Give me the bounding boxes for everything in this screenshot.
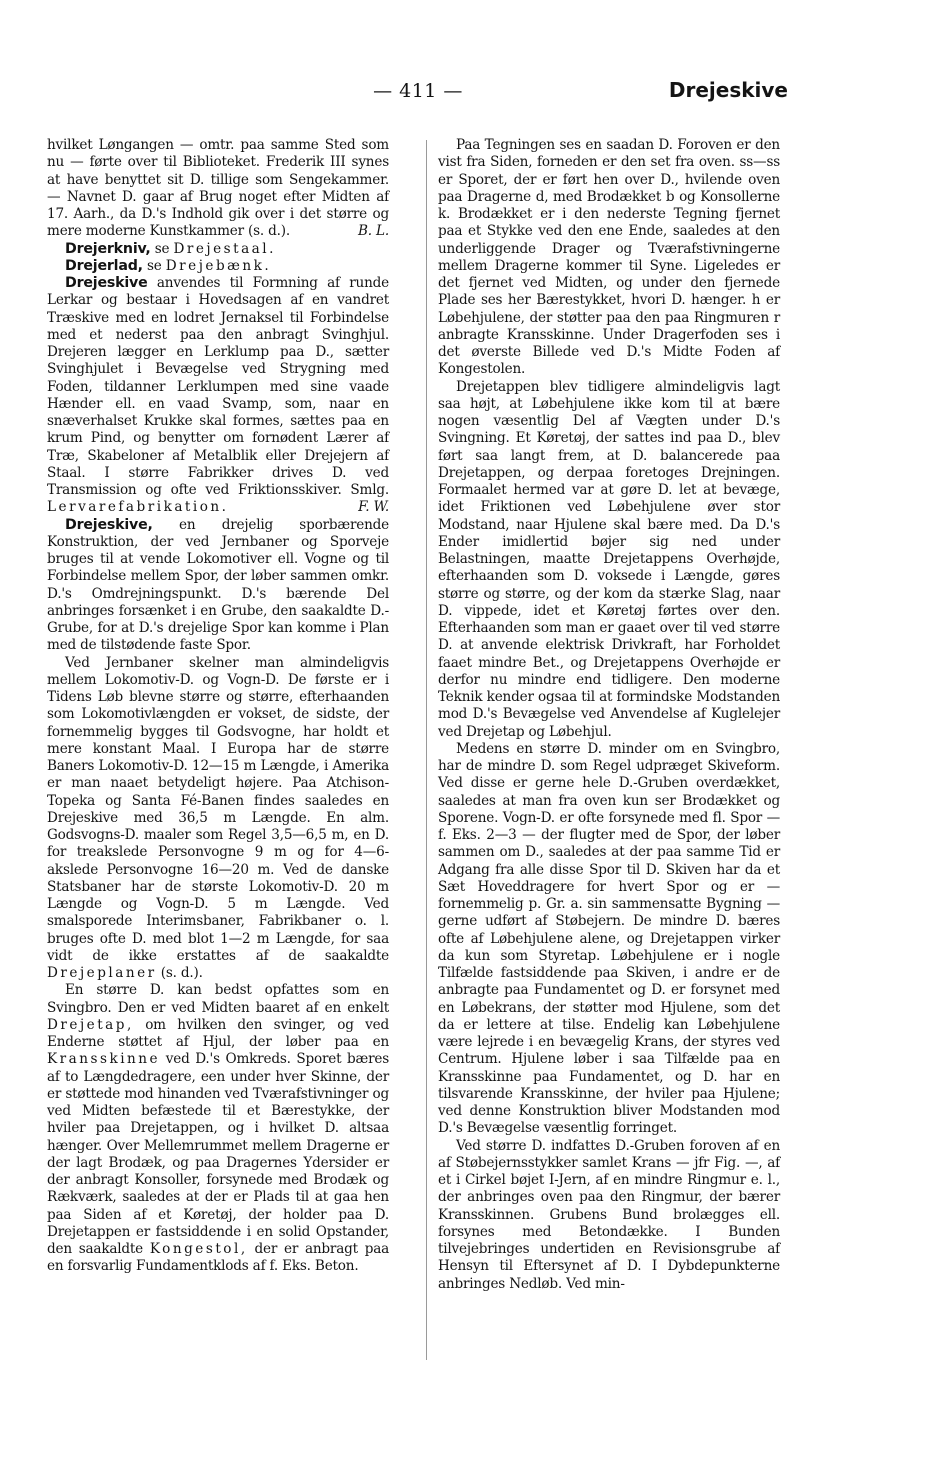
entry-text: anvendes til Formning af runde Lerkar og bestaar i Hovedsagen af en vandret Træskive med en lodret Jernaksel til Forbindelse med et nederst paa den anbragt Svinghjul. Drejeren lægger en Lerklump paa D., sætter Svinghjulet i Bevægelse ved Strygning med Foden, tildanner Lerklumpen med sine vaade Hænder ell. en vaad Svamp, som, naar en snæverhalset Krukke skal formes, sættes paa en krum Pind, og benytter om fornødent Lærer af Træ, Skabeloner af Metalblik eller Drejejern af Staal. I større Fabrikker drives D. ved Transmission og ofte ved Friktionsskiver. Smlg. [47, 275, 389, 498]
cross-reference: Drejeplaner [47, 965, 157, 981]
entry-see: se [154, 240, 170, 257]
paragraph-text: ved D.'s Omkreds. Sporet bæres af to Længdedragere, een under hver Skinne, der er støttede mod hinanden ved Tværafstivninger og ved Midten befæstede til et Bærestykke, der hviler paa Drejetappen, og i hvilket D. altsaa hænger. Over Mellemrummet mellem Dragerne er der lagt Brodæk, og paa Dragernes Ydersider er der anbragt Konsoller, forsynede med Brodæk og Rækværk, saaledes at der er Plads til at gaa hen paa Siden af et Køretøj, der holder paa D. Drejetappen er fastsiddende i en solid Opstander, den saakaldte [47, 1051, 389, 1257]
paragraph-text: En større D. kan bedst opfattes som en Svingbro. Den er ved Midten baaret af en enkelt [47, 982, 389, 1016]
cross-reference: Drejebænk. [165, 257, 272, 274]
paragraph: Paa Tegningen ses en saadan D. Foroven er den vist fra Siden, forneden er den set fra oven. ss—ss er Sporet, der er ført hen over D., hvilende oven paa Dragerne d, med Brodækket b og Konsollerne k. Brodækket er i den nederste Tegning fjernet paa et Stykke ved den ene Ende, saaledes at den underliggende Drager og Tværafstivningerne mellem Dragerne kommer til Syne. Ligeledes er det fjernet ved Midten, og under den fjernede Plade ses her Bærestykket, hvori D. hænger. h er Løbehjulene, der støtter paa den paa Ringmuren r anbragte Kransskinne. Under Dragerfoden ses i det øverste Billede ved D.'s Midte Foden af Kongestolen. [438, 137, 780, 378]
author-signature: F. W. [358, 499, 389, 516]
page-number: — 411 — [373, 80, 463, 102]
entry-headword: Drejerlad, [65, 257, 143, 274]
author-signature: B. L. [358, 223, 389, 240]
paragraph-text: om hvilken den svinger, og ved Enderne støttet af Hjul, der løber paa en [47, 1016, 389, 1050]
entry-drejerlad [47, 258, 389, 275]
cross-reference: Drejestaal. [173, 240, 276, 257]
paragraph: Medens en større D. minder om en Svingbro, har de mindre D. som Regel udpræget Skiveform. Ved disse er gerne hele D.-Gruben overdækket, saaledes at man fra oven kun ser Brodækket og Sporene. Vogn-D. er ofte forsynede med fl. Spor — f. Eks. 2—3 — der flugter med de Spor, der løber sammen om D., saaledes at der paa samme Tid er Adgang fra alle disse Spor til D. Skiven har da et Sæt Hoveddragere for hvert Spor og er — fornemmelig p. Gr. a. sin sammensatte Bygning — gerne udført af Støbejern. De mindre D. bæres ofte af Løbehjulene alene, og Drejetappen virker da kun som Styretap. Løbehjulene er i nogle Tilfælde fastsiddende paa Skiven, i andre er de anbragte paa Fundamentet og D. er forsynet med en Løbekrans, der støtter mod Hjulene, som det da er lettere at tilse. Endelig kan Løbehjulene være lejrede i en bevægelig Krans, der styres ved Centrum. Hjulene løber i saa Tilfælde paa en Kransskinne paa Fundamentet, og D. har en tilsvarende Kransskinne, der hviler paa Hjulene; ved denne Konstruktion bliver Modstanden mod D.'s Bevægelse væsentlig forringet. [438, 740, 780, 1137]
entry-drejerkniv [47, 241, 389, 258]
paragraph [47, 655, 389, 983]
entry-drejeskive-railway [47, 517, 389, 655]
paragraph-text: (s. d.). [160, 965, 203, 981]
cross-reference: Lervarefabrikation. [47, 499, 229, 516]
paragraph [47, 982, 389, 1275]
term-kransskinne: Kransskinne [47, 1051, 161, 1068]
column-divider [426, 140, 427, 1360]
running-head: Drejeskive [668, 78, 788, 102]
term-kongestol: Kongestol, [149, 1241, 248, 1257]
paragraph-text: Ved Jernbaner skelner man almindeligvis mellem Lokomotiv-D. og Vogn-D. De første er i Tidens Løb blevne større og større, efterhaanden som Lokomotivlængden er vokset, de sidste, der fornemmelig bygges til Godsvogne, har holdt et mere konstant Maal. I Europa har de større Baners Lokomotiv-D. 12—15 m Længde, i Amerika er man naaet betydeligt højere. Paa Atchison-Topeka og Santa Fé-Banen findes saaledes en Drejeskive med 36,5 m Længde. En alm. Godsvogns-D. maaler som Regel 3,5—6,5 m, en D. for treakslede Personvogne 9 m og for 4—6-akslede Personvogne 16—20 m. Ved de danske Statsbaner har de største Lokomotiv-D. 20 m Længde og Vogn-D. 5 m Længde. Ved smalsporede Interimsbaner, Fabrikbaner o. l. bruges ofte D. med blot 1—2 m Længde, for saa vidt de ikke erstattes af de saakaldte [47, 654, 389, 964]
paragraph: Drejetappen blev tidligere almindeligvis lagt saa højt, at Løbehjulene ikke kom til at bære nogen væsentlig Del af Vægten under D.'s Svingning. Et Køretøj, der sattes ind paa D., blev ført saa langt frem, at D. balancerede paa Drejetappen, og derpaa foretoges Drejningen. Formaalet hermed var at gøre D. let at bevæge, idet Friktionen ved Løbehjulene øver stor Modstand, naar Hjulene skal bære med. Da D.'s Ender imidlertid bøjer sig ned under Belastningen, maatte Drejetappens Overhøjde, efterhaanden som D. voksede i Længde, gøres større og større, og der kom da stærke Slag, naar D. vippede, idet et Køretøj førtes over den. Efterhaanden som man er gaaet over til ved større D. at anvende elektrisk Drivkraft, har Forholdet faaet mindre Bet., og Drejetappens Overhøjde er derfor nu mindre end tidligere. Den moderne Teknik kender ogsaa til at formindske Modstanden mod D.'s Bevægelse ved Anvendelse af Kuglelejer ved Drejetap og Løbehjul. [438, 378, 780, 740]
entry-headword: Drejeskive, [65, 516, 153, 533]
paragraph-text: hvilket Løngangen — omtr. paa samme Sted som nu — førte over til Biblioteket. Frederik III synes at have benyttet sit D. tillige som Sengekammer. — Navnet D. gaar af Brug noget efter Midten af 17. Aarh., da D.'s Indhold gik over i det større og mere moderne Kunstkammer (s. d.). [47, 137, 389, 240]
paragraph-continuation [47, 137, 389, 241]
page-header [48, 78, 788, 114]
entry-see: se [147, 257, 162, 274]
entry-headword: Drejeskive [65, 275, 148, 291]
term-drejetap: Drejetap, [47, 1016, 134, 1033]
entry-headword: Drejerkniv, [65, 240, 151, 257]
paragraph-text: der er anbragt paa en forsvarlig Fundamentklods af f. Eks. Beton. [47, 1241, 390, 1275]
entry-drejeskive-pottery [47, 275, 389, 517]
left-column [47, 137, 389, 1276]
paragraph: Ved større D. indfattes D.-Gruben foroven af en af Støbejernsstykker samlet Krans — jfr Fig. —, af et i Cirkel bøjet I-Jern, af en mindre Ringmur e. l., der anbringes oven paa den Ringmur, der bærer Kransskinnen. Grubens Bund brolægges ell. forsynes med Betondække. I Bunden tilvejebringes undertiden en Revisionsgrube af Hensyn til Eftersynet af D. I Dybdepunkterne anbringes Nedløb. Ved min- [438, 1137, 780, 1292]
entry-text: en drejelig sporbærende Konstruktion, der ved Jernbaner og Sporveje bruges til at vende Lokomotiver ell. Vogne og til Forbindelse mellem Spor, der løber sammen omkr. D.'s Omdrejningspunkt. D.'s bærende Del anbringes forsænket i en Grube, den saakaldte D.-Grube, for at D.'s drejelige Spor kan komme i Plan med de tilstødende faste Spor. [47, 516, 389, 654]
right-column [438, 137, 780, 1293]
